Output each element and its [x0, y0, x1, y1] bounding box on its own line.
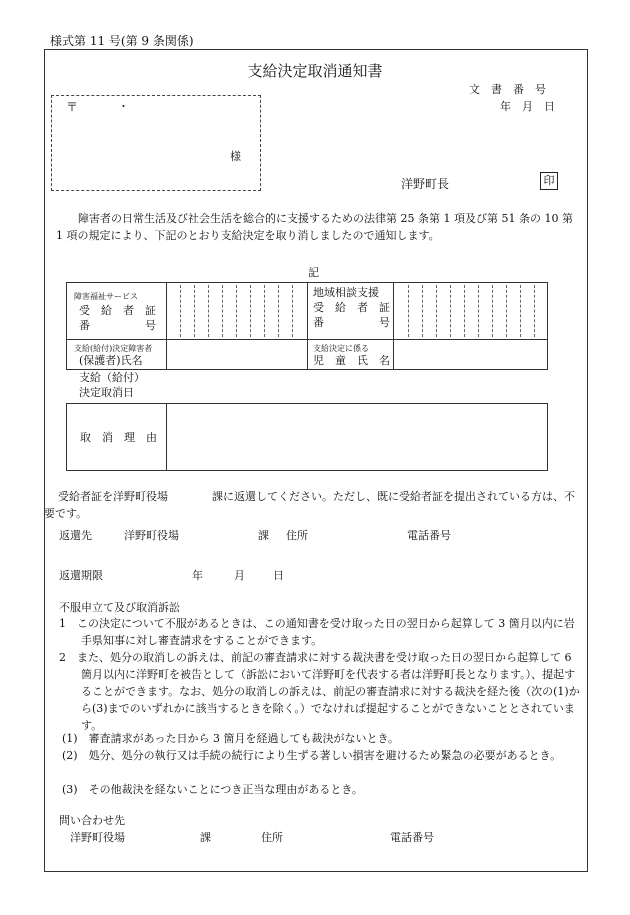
deadline-month: 月: [234, 569, 245, 582]
digit-separator: [194, 285, 195, 337]
return-note: 受給者証を洋野町役場 課に返還してください。ただし、既に受給者証を提出されている方は、不要です。: [44, 490, 575, 520]
recipient-table: [66, 282, 548, 370]
digit-separator: [492, 285, 493, 337]
consult-label-line1: 地域相談支援: [313, 286, 379, 299]
digit-separator: [464, 285, 465, 337]
digit-separator: [180, 285, 181, 337]
deadline-day: 日: [273, 569, 284, 582]
return-to-label: 返還先: [59, 529, 92, 542]
document-title: 支給決定取消通知書: [247, 62, 383, 80]
postal-mark: 〒: [66, 100, 79, 114]
consult-label-line2: 受 給 者 証: [313, 301, 390, 314]
table-col-divider: [307, 283, 308, 369]
digit-separator: [422, 285, 423, 337]
contact-office: 洋野町役場: [70, 831, 125, 844]
reason-table: [66, 403, 548, 471]
contact-heading: 問い合わせ先: [59, 814, 125, 827]
issuer-name: 洋野町長: [401, 177, 450, 191]
postal-dot: ・: [118, 100, 129, 113]
guardian-label-line2: (保護者)氏名: [79, 354, 143, 367]
digit-separator: [292, 285, 293, 337]
digit-separator: [236, 285, 237, 337]
address-box: [51, 95, 261, 191]
ki-label: 記: [308, 266, 319, 279]
service-label-small: 障害福祉サービス: [74, 292, 138, 301]
cancel-date-label-line2: 決定取消日: [79, 386, 134, 399]
guardian-label-small: 支給(給付)決定障害者: [74, 344, 153, 353]
digit-separator: [208, 285, 209, 337]
service-label-line2: 番 号: [79, 319, 156, 332]
service-label-line1: 受 給 者 証: [79, 304, 156, 317]
digit-separator: [250, 285, 251, 337]
appeal-heading: 不服申立て及び取消訴訟: [59, 601, 180, 614]
digit-separator: [534, 285, 535, 337]
digit-separator: [278, 285, 279, 337]
digit-separator: [436, 285, 437, 337]
reason-label: 取 消 理 由: [80, 431, 157, 444]
return-to-section: 課: [258, 529, 269, 542]
return-to-address: 住所: [286, 529, 308, 542]
table-col-divider: [393, 283, 394, 369]
digit-separator: [222, 285, 223, 337]
seal-mark: 印: [540, 172, 558, 190]
cancel-date-label-line1: 支給（給付）: [79, 371, 145, 384]
return-to-phone: 電話番号: [407, 529, 451, 542]
date-label: 年 月 日: [500, 100, 555, 113]
sub-item-2: (2) 処分、処分の執行又は手続の続行により生ずる著しい損害を避けるため緊急の必要があるとき。: [62, 749, 562, 762]
digit-separator: [408, 285, 409, 337]
body-paragraph: 障害者の日常生活及び社会生活を総合的に支援するための法律第 25 条第 1 項及び第 51 条の 10 第 1 項の規定により、下記のとおり支給決定を取り消しましたので通知します。: [56, 212, 573, 242]
contact-address: 住所: [261, 831, 283, 844]
contact-phone: 電話番号: [390, 831, 434, 844]
digit-separator: [520, 285, 521, 337]
sub-item-3: (3) その他裁決を経ないことにつき正当な理由があるとき。: [62, 783, 363, 796]
digit-separator: [506, 285, 507, 337]
deadline-year: 年: [192, 569, 203, 582]
doc-number-label: 文 書 番 号: [469, 83, 546, 96]
child-label-small: 支給決定に係る: [313, 344, 369, 353]
table-col-divider: [166, 404, 167, 470]
consult-label-line3: 番 号: [313, 316, 390, 329]
digit-separator: [478, 285, 479, 337]
child-label-line2: 児 童 氏 名: [313, 354, 390, 367]
deadline-label: 返還期限: [59, 569, 103, 582]
contact-section: 課: [200, 831, 211, 844]
digit-separator: [264, 285, 265, 337]
sub-item-1: (1) 審査請求があった日から 3 箇月を経過しても裁決がないとき。: [62, 732, 400, 745]
digit-separator: [450, 285, 451, 337]
form-number: 様式第 11 号(第 9 条関係): [50, 34, 194, 48]
appeal-item-2: 2 また、処分の取消しの訴えは、前記の審査請求に対する裁決書を受け取った日の翌日から起算して 6 箇月以内に洋野町を被告として（訴訟において洋野町を代表する者は洋野町長となります。）、提起することができます。なお、処分の取消しの訴えは、前記の審査請求に対する裁決を経た後（次の(1)から(3)までのいずれかに該当するときを除く。）でなければ提起することができないこととされています。: [59, 651, 580, 732]
recipient-suffix: 様: [230, 150, 241, 163]
return-to-office: 洋野町役場: [124, 529, 179, 542]
table-col-divider: [166, 283, 167, 369]
appeal-item-1: 1 この決定について不服があるときは、この通知書を受け取った日の翌日から起算して 3 箇月以内に岩手県知事に対し審査請求をすることができます。: [59, 617, 575, 647]
